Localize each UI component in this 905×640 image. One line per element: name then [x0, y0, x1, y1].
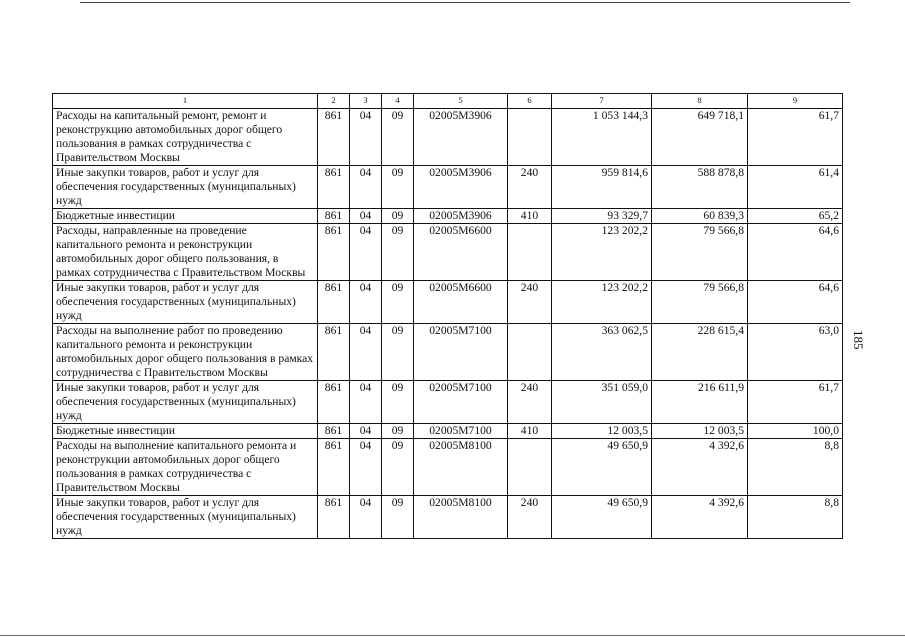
chapter-code: 861 [318, 439, 350, 496]
execution-percent: 100,0 [748, 424, 843, 439]
target-article-code: 02005М6600 [414, 224, 508, 281]
row-description: Бюджетные инвестиции [53, 209, 318, 224]
planned-amount: 12 003,5 [552, 424, 652, 439]
column-header: 1 [53, 94, 318, 109]
expense-type-code [508, 109, 552, 166]
row-description: Расходы на выполнение капитального ремонта и реконструкции автомобильных дорог общего пользования в рамках сотрудничества с Правительством Москвы [53, 439, 318, 496]
execution-percent: 61,7 [748, 109, 843, 166]
expense-type-code: 410 [508, 209, 552, 224]
planned-amount: 351 059,0 [552, 381, 652, 424]
target-article-code: 02005М3906 [414, 109, 508, 166]
subsection-code: 09 [382, 496, 414, 539]
table-row [53, 324, 843, 381]
budget-table [52, 93, 843, 539]
planned-amount: 363 062,5 [552, 324, 652, 381]
expense-type-code: 410 [508, 424, 552, 439]
target-article-code: 02005М3906 [414, 209, 508, 224]
section-code: 04 [350, 281, 382, 324]
row-description: Иные закупки товаров, работ и услуг для обеспечения государственных (муниципальных) нужд [53, 166, 318, 209]
execution-percent: 63,0 [748, 324, 843, 381]
expense-type-code [508, 224, 552, 281]
chapter-code: 861 [318, 224, 350, 281]
section-code: 04 [350, 209, 382, 224]
execution-percent: 65,2 [748, 209, 843, 224]
chapter-code: 861 [318, 109, 350, 166]
table-row [53, 109, 843, 166]
table-row [53, 439, 843, 496]
executed-amount: 649 718,1 [652, 109, 748, 166]
target-article-code: 02005М6600 [414, 281, 508, 324]
target-article-code: 02005М7100 [414, 324, 508, 381]
expense-type-code: 240 [508, 381, 552, 424]
execution-percent: 8,8 [748, 439, 843, 496]
column-header: 2 [318, 94, 350, 109]
section-code: 04 [350, 324, 382, 381]
subsection-code: 09 [382, 424, 414, 439]
planned-amount: 123 202,2 [552, 224, 652, 281]
chapter-code: 861 [318, 496, 350, 539]
executed-amount: 4 392,6 [652, 439, 748, 496]
planned-amount: 959 814,6 [552, 166, 652, 209]
section-code: 04 [350, 109, 382, 166]
subsection-code: 09 [382, 439, 414, 496]
target-article-code: 02005М8100 [414, 439, 508, 496]
table-row [53, 424, 843, 439]
table-row [53, 281, 843, 324]
planned-amount: 1 053 144,3 [552, 109, 652, 166]
section-code: 04 [350, 381, 382, 424]
chapter-code: 861 [318, 324, 350, 381]
subsection-code: 09 [382, 324, 414, 381]
expense-type-code: 240 [508, 166, 552, 209]
page-number: 185 [851, 330, 866, 350]
top-rule [80, 2, 850, 3]
subsection-code: 09 [382, 166, 414, 209]
table-row [53, 381, 843, 424]
row-description: Иные закупки товаров, работ и услуг для обеспечения государственных (муниципальных) нужд [53, 496, 318, 539]
section-code: 04 [350, 496, 382, 539]
execution-percent: 64,6 [748, 224, 843, 281]
table-row [53, 209, 843, 224]
subsection-code: 09 [382, 224, 414, 281]
column-header: 6 [508, 94, 552, 109]
expense-type-code [508, 439, 552, 496]
executed-amount: 216 611,9 [652, 381, 748, 424]
column-header: 3 [350, 94, 382, 109]
chapter-code: 861 [318, 424, 350, 439]
executed-amount: 12 003,5 [652, 424, 748, 439]
subsection-code: 09 [382, 281, 414, 324]
target-article-code: 02005М8100 [414, 496, 508, 539]
executed-amount: 60 839,3 [652, 209, 748, 224]
chapter-code: 861 [318, 281, 350, 324]
bottom-rule [0, 635, 905, 636]
column-header: 7 [552, 94, 652, 109]
chapter-code: 861 [318, 166, 350, 209]
section-code: 04 [350, 439, 382, 496]
table-row [53, 224, 843, 281]
chapter-code: 861 [318, 209, 350, 224]
section-code: 04 [350, 166, 382, 209]
planned-amount: 93 329,7 [552, 209, 652, 224]
execution-percent: 8,8 [748, 496, 843, 539]
subsection-code: 09 [382, 381, 414, 424]
target-article-code: 02005М7100 [414, 381, 508, 424]
expense-type-code: 240 [508, 281, 552, 324]
target-article-code: 02005М7100 [414, 424, 508, 439]
table-row [53, 166, 843, 209]
executed-amount: 588 878,8 [652, 166, 748, 209]
column-header: 9 [748, 94, 843, 109]
row-description: Иные закупки товаров, работ и услуг для обеспечения государственных (муниципальных) нужд [53, 281, 318, 324]
executed-amount: 4 392,6 [652, 496, 748, 539]
row-description: Бюджетные инвестиции [53, 424, 318, 439]
column-number-row [53, 94, 843, 109]
table-row [53, 496, 843, 539]
planned-amount: 49 650,9 [552, 439, 652, 496]
subsection-code: 09 [382, 209, 414, 224]
execution-percent: 61,7 [748, 381, 843, 424]
executed-amount: 79 566,8 [652, 281, 748, 324]
expense-type-code: 240 [508, 496, 552, 539]
target-article-code: 02005М3906 [414, 166, 508, 209]
column-header: 5 [414, 94, 508, 109]
subsection-code: 09 [382, 109, 414, 166]
row-description: Иные закупки товаров, работ и услуг для обеспечения государственных (муниципальных) нужд [53, 381, 318, 424]
planned-amount: 123 202,2 [552, 281, 652, 324]
planned-amount: 49 650,9 [552, 496, 652, 539]
row-description: Расходы, направленные на проведение капитального ремонта и реконструкции автомобильных дорог общего пользования, в рамках сотрудничества с Правительством Москвы [53, 224, 318, 281]
execution-percent: 61,4 [748, 166, 843, 209]
executed-amount: 228 615,4 [652, 324, 748, 381]
section-code: 04 [350, 424, 382, 439]
section-code: 04 [350, 224, 382, 281]
row-description: Расходы на выполнение работ по проведению капитального ремонта и реконструкции автомобильных дорог общего пользования в рамках сотрудничества с Правительством Москвы [53, 324, 318, 381]
expense-type-code [508, 324, 552, 381]
execution-percent: 64,6 [748, 281, 843, 324]
column-header: 4 [382, 94, 414, 109]
row-description: Расходы на капитальный ремонт, ремонт и реконструкцию автомобильных дорог общего пользования в рамках сотрудничества с Правительством Москвы [53, 109, 318, 166]
executed-amount: 79 566,8 [652, 224, 748, 281]
chapter-code: 861 [318, 381, 350, 424]
column-header: 8 [652, 94, 748, 109]
